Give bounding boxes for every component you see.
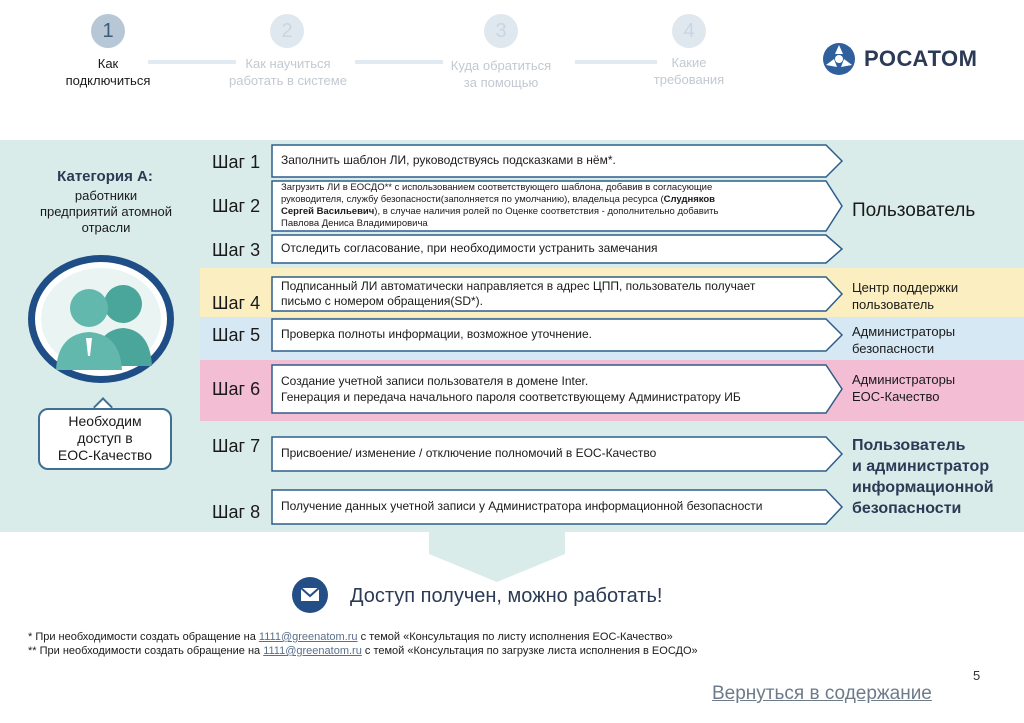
page-number: 5 [973,668,981,683]
step-2-circle[interactable]: 2 [270,14,304,48]
step-4-name: Шаг 4 [212,293,261,313]
step-5-box: Проверка полноты информации, возможное уточнение. [271,318,844,352]
step-4-box: Подписанный ЛИ автоматически направляется в адрес ЦПП, пользователь получает письмо с номером обращения(SD*). [271,276,844,312]
step-1-name: Шаг 1 [212,152,261,172]
step-2-box: Загрузить ЛИ в ЕОСДО** с использованием соответствующего шаблона, добавив в согласующие руководителя, службу безопасности(заполняется по умолчанию), владельца ресурса (Слудняков Сергей Васильевич), в случае наличия ролей по Оценке соответствия - дополнительно добавить Павлова Дениса Владимировича [271,180,844,232]
email-link[interactable]: 1111@greenatom.ru [263,645,362,657]
mail-icon [292,577,328,613]
email-link[interactable]: 1111@greenatom.ru [258,631,358,643]
rosatom-logo [822,41,977,77]
step-7-box: Присвоение/ изменение / отключение полномочий в ЕОС-Качество [271,436,844,472]
role-user: Пользователь [852,200,976,221]
step-3-label[interactable]: Куда обратиться за помощью [450,58,552,90]
step-3-box: Отследить согласование, при необходимости устранить замечания [271,234,844,264]
footnote-2: ** При необходимости создать обращение на 1111@greenatom.ru с темой «Консультация по загрузке листа исполнения в ЕОСДО» [28,645,698,657]
step-4-circle[interactable]: 4 [672,14,706,48]
step-2-name: Шаг 2 [212,196,261,216]
role-security-admins: Администраторы безопасности [852,324,956,356]
role-eos-admins: Администраторы ЕОС-Качество [852,372,956,404]
employees-avatar-icon [26,252,176,387]
rosatom-emblem-icon [822,42,856,76]
step-8-name: Шаг 8 [212,502,261,522]
step-7-name: Шаг 7 [212,436,261,456]
role-support: Центр поддержки пользователь [852,280,959,312]
step-1-label[interactable]: Как подключиться [65,56,151,88]
step-5-name: Шаг 5 [212,325,261,345]
back-to-contents-link[interactable]: Вернуться в содержание [712,683,932,704]
access-granted-text: Доступ получен, можно работать! [350,585,663,607]
step-3-name: Шаг 3 [212,240,261,260]
step-1-circle[interactable]: 1 [91,14,125,48]
category-title: Категория А: [57,168,153,185]
step-4-label[interactable]: Какие требования [653,55,725,87]
step-1-box: Заполнить шаблон ЛИ, руководствуясь подсказками в нём*. [271,144,844,178]
step-8-box: Получение данных учетной записи у Администратора информационной безопасности [271,489,844,525]
access-required-callout: Необходим доступ в ЕОС-Качество [38,408,172,470]
step-3-circle[interactable]: 3 [484,14,518,48]
category-subtitle: работники предприятий атомной отрасли [39,188,173,235]
down-arrow-icon [429,532,565,584]
logo-text: РОСАТОМ [864,46,978,71]
role-user-and-admin: Пользователь и администратор информационной безопасности [852,437,994,517]
step-2-label[interactable]: Как научиться работать в системе [229,56,347,88]
step-6-name: Шаг 6 [212,379,261,399]
step-6-box: Создание учетной записи пользователя в домене Inter. Генерация и передача начального пароля соответствующему Администратору ИБ [271,364,844,414]
footnote-1: * При необходимости создать обращение на 1111@greenatom.ru с темой «Консультация по листу исполнения ЕОС-Качество» [28,631,673,643]
envelope-icon [292,577,328,613]
